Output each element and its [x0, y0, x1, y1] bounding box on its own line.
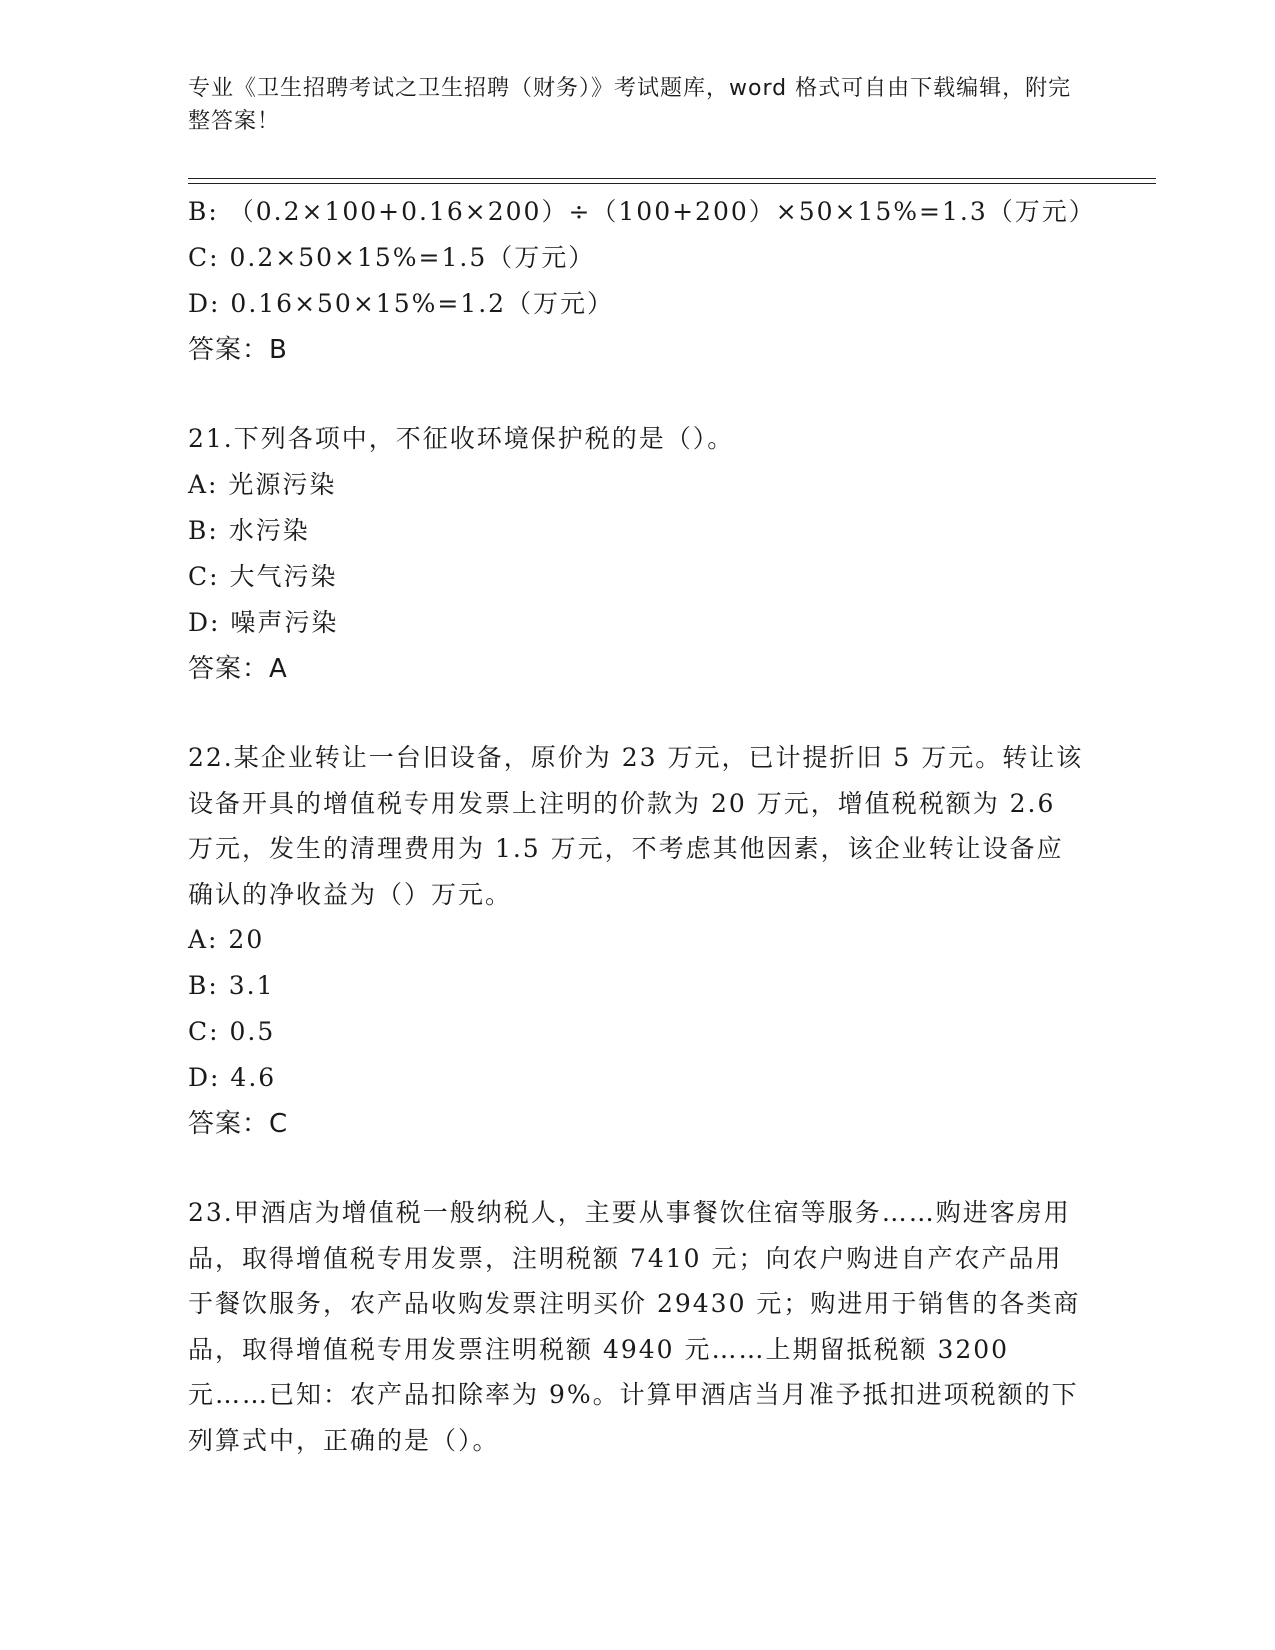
spacer — [188, 373, 1088, 416]
spacer — [188, 1147, 1088, 1190]
document-header: 专业《卫生招聘考试之卫生招聘（财务）》考试题库，word 格式可自由下载编辑，附完整答案！ — [188, 76, 1072, 134]
header-divider-top — [188, 178, 1156, 179]
question-23 — [188, 1190, 1088, 1463]
option-b: B: 3.1 — [188, 971, 275, 1000]
question-stem: 22.某企业转让一台旧设备，原价为 23 万元，已计提折旧 5 万元。转让该设备开具的增值税专用发票上注明的价款为 20 万元，增值税税额为 2.6 万元，发生的清理费用为 1.5 万元，不考虑其他因素，该企业转让设备应确认的净收益为（）万元。 — [188, 743, 1084, 909]
question-22 — [188, 735, 1088, 1147]
option-a: A: 20 — [188, 925, 265, 954]
question-21 — [188, 416, 1088, 692]
question-stem: 23.甲酒店为增值税一般纳税人，主要从事餐饮住宿等服务……购进客房用品，取得增值税专用发票，注明税额 7410 元；向农户购进自产农产品用于餐饮服务，农产品收购发票注明买价 29430 元；购进用于销售的各类商品，取得增值税专用发票注明税额 4940 元……上期留抵税额 3200 元……已知：农产品扣除率为 9%。计算甲酒店当月准予抵扣进项税额的下列算式中，正确的是（）。 — [188, 1198, 1081, 1455]
option-b: B: 水污染 — [188, 516, 310, 545]
question-stem: 21.下列各项中，不征收环境保护税的是（）。 — [188, 424, 735, 453]
spacer — [188, 692, 1088, 735]
header-divider-bottom — [188, 183, 1156, 184]
option-d: D: 4.6 — [188, 1063, 277, 1092]
option-b: B: （0.2×100+0.16×200）÷（100+200）×50×15%=1.3（万元） — [188, 197, 1096, 226]
answer-label: 答案：C — [188, 1109, 289, 1139]
prev-question-block — [188, 189, 1096, 373]
option-d: D: 0.16×50×15%=1.2（万元） — [188, 289, 615, 318]
option-c: C: 0.2×50×15%=1.5（万元） — [188, 243, 596, 272]
option-a: A: 光源污染 — [188, 470, 337, 499]
option-c: C: 0.5 — [188, 1017, 276, 1046]
answer-label: 答案：A — [188, 654, 288, 684]
answer-label: 答案：B — [188, 335, 288, 365]
option-d: D: 噪声污染 — [188, 608, 339, 637]
option-c: C: 大气污染 — [188, 562, 338, 591]
document-body — [188, 189, 1096, 1463]
